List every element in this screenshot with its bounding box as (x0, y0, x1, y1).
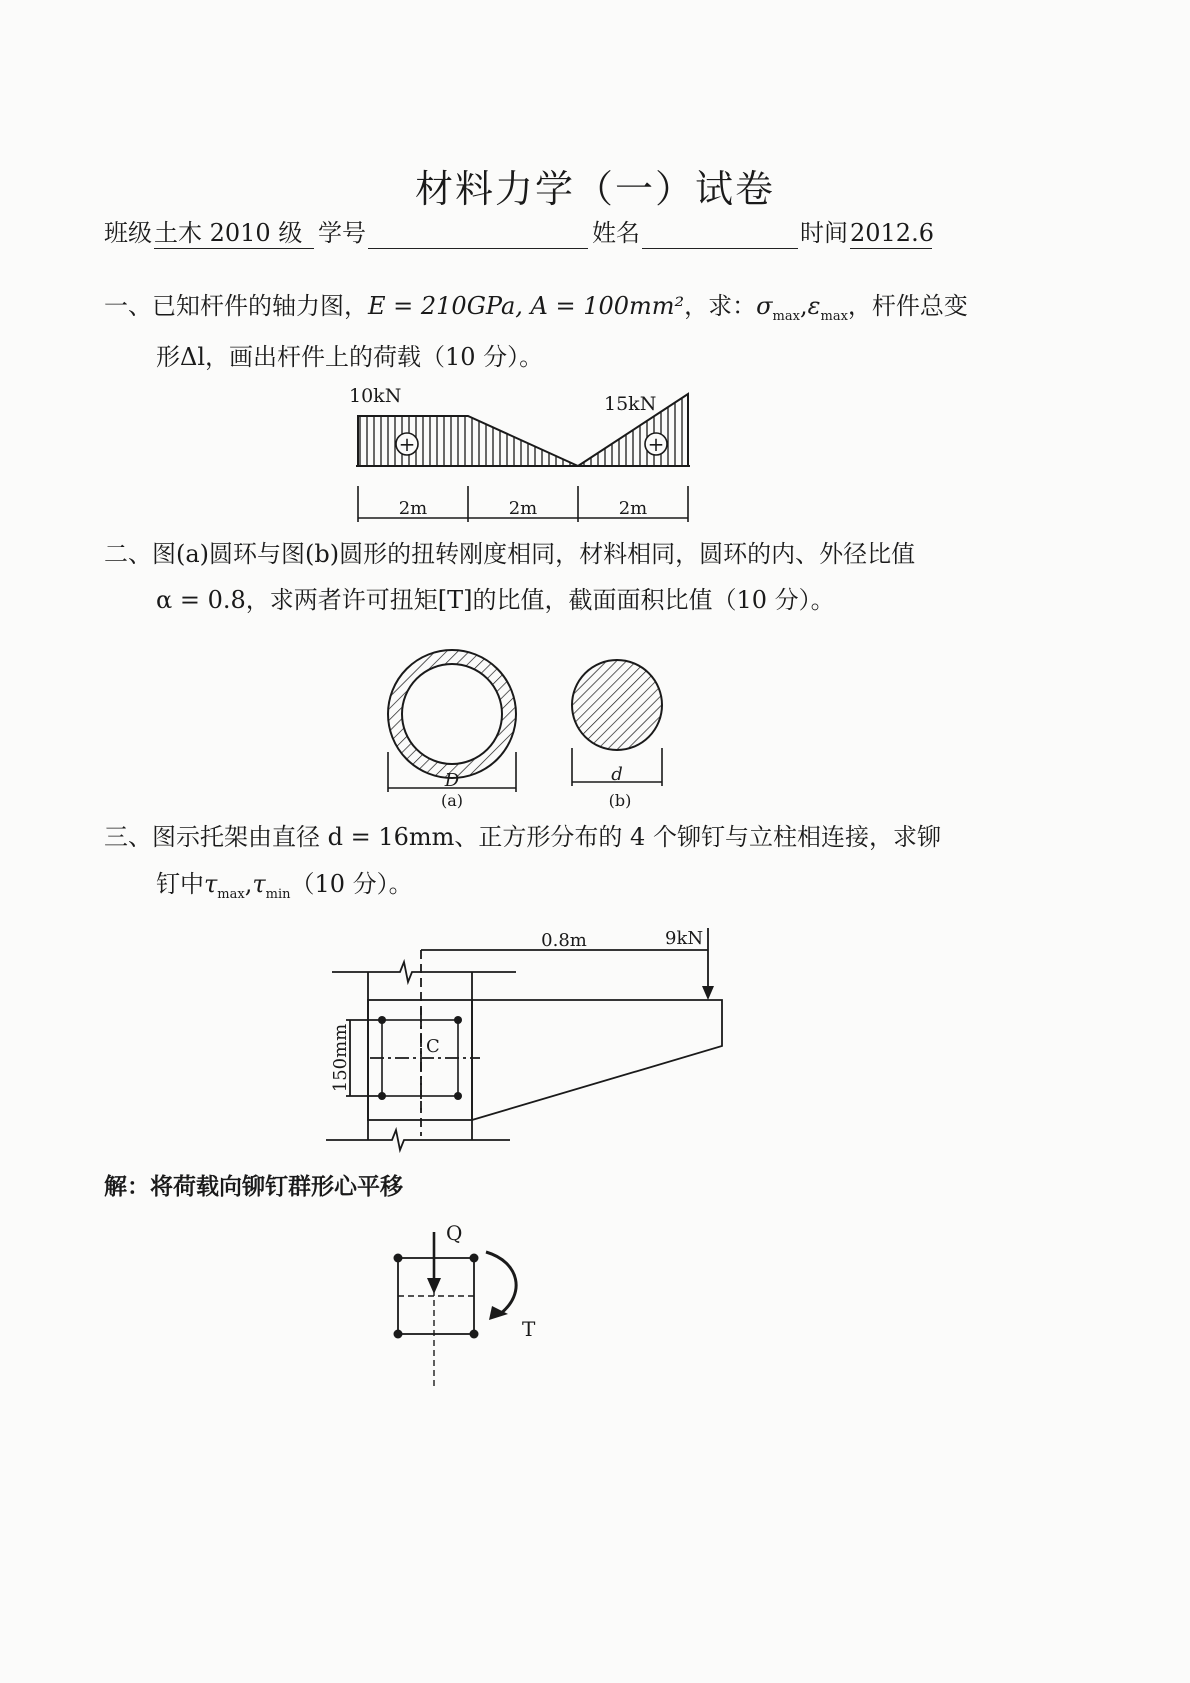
bracket-diagram (320, 920, 740, 1160)
svg-text:+: + (398, 432, 416, 456)
torque-label: T (522, 1317, 536, 1341)
segment-label-1: 2m (398, 498, 428, 519)
svg-text:+: + (647, 432, 665, 456)
q3-text-a: 钉中 (156, 870, 204, 898)
caption-b: (b) (608, 791, 632, 810)
student-id-field (368, 218, 588, 249)
solid-section (572, 660, 662, 750)
q1-epsilon-sub: max (820, 308, 848, 324)
class-value: 土木 2010 级 (154, 218, 314, 249)
q3-line1: 三、图示托架由直径 d = 16mm、正方形分布的 4 个铆钉与立柱相连接，求铆 (104, 823, 941, 851)
time-label: 时间 (800, 219, 848, 247)
q1-line2: 形Δl，画出杆件上的荷载（10 分）。 (156, 343, 544, 371)
name-field (642, 218, 798, 249)
q1-sigma: σ (756, 292, 773, 320)
force-area-left (358, 416, 578, 466)
q3-tau-min: τ (252, 870, 266, 898)
solution-rivets (394, 1254, 479, 1339)
column-top-break (332, 962, 516, 982)
q3-tau-max-sub: max (217, 886, 245, 902)
ring-diameter-label: D (444, 770, 460, 791)
caption-a: (a) (440, 791, 464, 810)
q1-text-c: ，杆件总变 (847, 292, 968, 320)
q1-text-a: 一、已知杆件的轴力图， (104, 292, 368, 320)
class-label: 班级 (104, 219, 152, 247)
q1-epsilon: ε (807, 292, 821, 320)
q1-sigma-sub: max (772, 308, 800, 324)
shear-label: Q (446, 1221, 463, 1245)
solution-text: 解：将荷载向铆钉群形心平移 (104, 1173, 403, 1200)
q3-tau-max: τ (204, 870, 218, 898)
segment-label-2: 2m (508, 498, 538, 519)
q2-line1: 二、图(a)圆环与图(b)圆形的扭转刚度相同，材料相同，圆环的内、外径比值 (104, 540, 916, 568)
plus-sign-right (645, 432, 667, 456)
solid-diameter-label: d (611, 764, 623, 785)
student-id-label: 学号 (318, 219, 366, 247)
time-value-field (850, 218, 932, 249)
q2-line2: α = 0.8，求两者许可扭矩[T]的比值，截面面积比值（10 分）。 (156, 586, 835, 614)
q3-line2: 钉中$\tau_{max},\tau_{min}(10$ 分）。 (156, 870, 413, 902)
q1-text-b: ，求： (684, 292, 757, 320)
solution-diagram (380, 1210, 560, 1400)
bracket-arm (472, 1000, 722, 1120)
centroid-label: C (426, 1036, 440, 1057)
q1-given-values: E = 210GPa, A = 100mm² (368, 292, 685, 320)
q3-text-b: （10 分）。 (290, 870, 413, 898)
load-label: 9kN (665, 928, 704, 949)
time-value: 2012.6 (850, 219, 934, 247)
height-label: 150mm (330, 1023, 351, 1093)
column-bottom-break (326, 1130, 510, 1150)
q1-line1: 一、已知杆件的轴力图，E = 210GPa, A = 100mm²，求：$\sigma_{max},\varepsilon_{max}$，杆件总变 (104, 292, 968, 324)
exam-title: 材料力学（一）试卷 (414, 167, 775, 211)
ring-section (388, 650, 516, 778)
plus-sign-left (396, 432, 418, 456)
shear-arrowhead (427, 1278, 441, 1294)
right-force-label: 15kN (604, 393, 657, 415)
q3-tau-min-sub: min (265, 886, 291, 902)
name-label: 姓名 (592, 219, 640, 247)
axial-force-diagram (340, 380, 700, 530)
segment-label-3: 2m (618, 498, 648, 519)
cross-sections-diagram (380, 640, 680, 820)
torque-arrow-arc (486, 1252, 516, 1314)
distance-label: 0.8m (541, 930, 587, 951)
left-force-label: 10kN (349, 385, 402, 407)
load-arrowhead (702, 986, 714, 1000)
class-value-field (154, 218, 314, 249)
